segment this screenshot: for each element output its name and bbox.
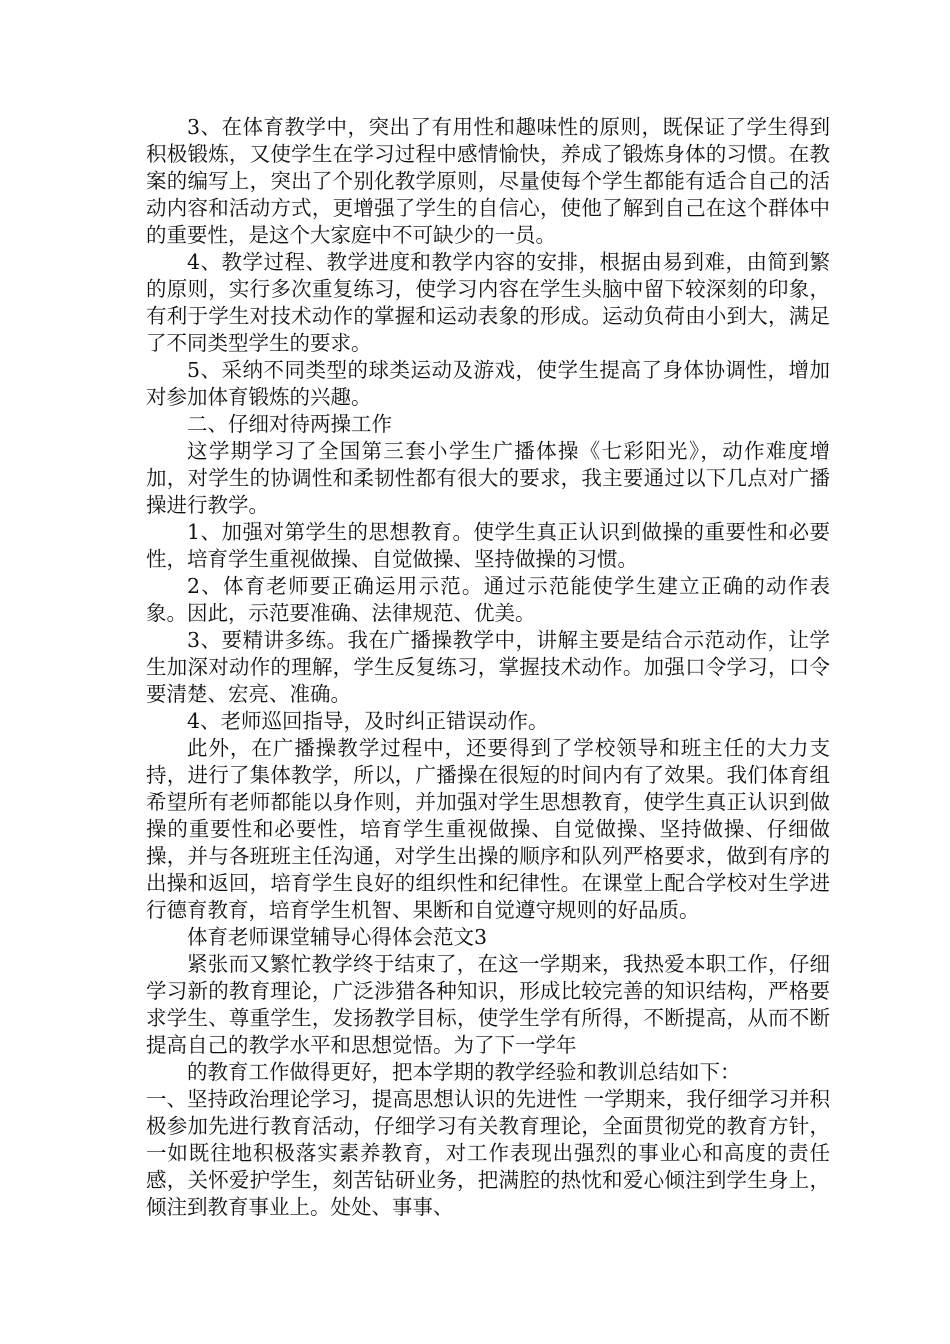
section-heading-sample-3: 体育老师课堂辅导心得体会范文3 [187,925,488,949]
paragraph-semester-summary: 紧张而又繁忙教学终于结束了，在这一学期来，我热爱本职工作，仔细学习新的教育理论，广泛涉猎各种知识，形成比较完善的知识结构，严格要求学生、尊重学生，发扬教学目标，使学生学有所得，不断提高，从而不断提高自己的教学水平和思想觉悟。为了下一学年 [146,952,830,1057]
paragraph-item-4-guidance: 4、老师巡回指导，及时纠正错误动作。 [187,709,549,733]
paragraph-summary-continuation: 的教育工作做得更好，把本学期的教学经验和教训总结如下： [187,1060,741,1084]
paragraph-broadcast-exercise-intro: 这学期学习了全国第三套小学生广播体操《七彩阳光》，动作难度增加，对学生的协调性和柔韧性都有很大的要求，我主要通过以下几点对广播操进行教学。 [146,439,830,517]
paragraph-point-3-principles: 3、在体育教学中，突出了有用性和趣味性的原则，既保证了学生得到积极锻炼，又使学生在学习过程中感情愉快，养成了锻炼身体的习惯。在教案的编写上，突出了个别化教学原则，尽量使每个学生都能有适合自己的活动内容和活动方式，更增强了学生的自信心，使他了解到自己在这个群体中的重要性，是这个大家庭中不可缺少的一员。 [146,115,830,247]
paragraph-point-4-teaching-process: 4、教学过程、教学进度和教学内容的安排，根据由易到难，由简到繁的原则，实行多次重复练习，使学习内容在学生头脑中留下较深刻的印象，有利于学生对技术动作的掌握和运动表象的形成。运动负荷由小到大，满足了不同类型学生的要求。 [146,250,830,355]
paragraph-political-study: 一、坚持政治理论学习，提高思想认识的先进性 一学期来，我仔细学习并积极参加先进行教育活动，仔细学习有关教育理论，全面贯彻党的教育方针，一如既往地积极落实素养教育，对工作表现出强烈的事业心和高度的责任感，关怀爱护学生，刻苦钻研业务，把满腔的热忱和爱心倾注到学生身上，倾注到教育事业上。处处、事事、 [146,1087,830,1219]
paragraph-item-3-practice: 3、要精讲多练。我在广播操教学中，讲解主要是结合示范动作，让学生加深对动作的理解，学生反复练习，掌握技术动作。加强口令学习，口令要清楚、宏亮、准确。 [146,628,830,706]
paragraph-item-2-demonstration: 2、体育老师要正确运用示范。通过示范能使学生建立正确的动作表象。因此，示范要准确、法律规范、优美。 [146,574,830,625]
paragraph-point-5-ball-games: 5、采纳不同类型的球类运动及游戏，使学生提高了身体协调性，增加对参加体育锻炼的兴趣。 [146,358,830,409]
paragraph-item-1-ideology: 1、加强对第学生的思想教育。使学生真正认识到做操的重要性和必要性，培育学生重视做操、自觉做操、坚持做操的习惯。 [146,520,830,571]
section-heading-two-exercises: 二、仔细对待两操工作 [187,412,392,436]
paragraph-additional-support: 此外，在广播操教学过程中，还要得到了学校领导和班主任的大力支持，进行了集体教学，所以，广播操在很短的时间内有了效果。我们体育组希望所有老师都能以身作则，并加强对学生思想教育，使学生真正认识到做操的重要性和必要性，培育学生重视做操、自觉做操、坚持做操、仔细做操，并与各班班主任沟通，对学生出操的顺序和队列严格要求，做到有序的出操和返回，培育学生良好的组织性和纪律性。在课堂上配合学校对生学进行德育教育，培育学生机智、果断和自觉遵守规则的好品质。 [146,736,830,922]
document-page [146,114,830,1221]
